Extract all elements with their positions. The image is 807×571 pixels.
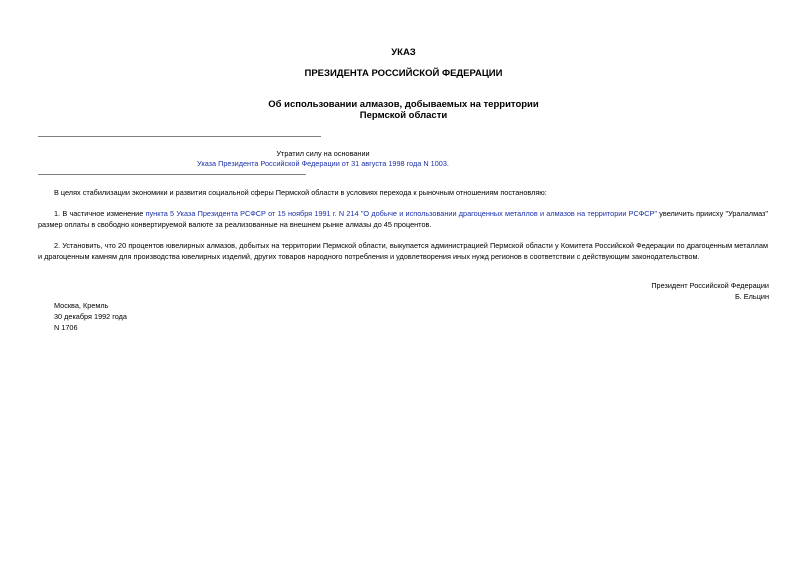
divider-bottom — [38, 174, 306, 175]
signing-place: Москва, Кремль — [54, 301, 109, 310]
decree-number: N 1706 — [54, 323, 78, 332]
doc-title-line2: Пермской области — [359, 110, 448, 121]
signing-date: 30 декабря 1992 года — [54, 312, 127, 321]
preamble-paragraph — [38, 187, 768, 198]
divider-top — [38, 136, 321, 137]
doc-type-heading: УКАЗ — [391, 47, 416, 58]
item-1-text-after: увеличить приисху "Уралалмаз" размер оплаты в свободно конвертируемой валюте за реализованные на внешнем рынке алмазы до 45 процентов. — [38, 209, 768, 229]
lost-force-text: Утратил силу на основании — [276, 149, 370, 158]
lost-force-notice — [38, 149, 608, 169]
issuer-heading: ПРЕЗИДЕНТА РОССИЙСКОЙ ФЕДЕРАЦИИ — [304, 68, 503, 79]
signer-name: Б. Ельцин — [734, 292, 769, 301]
signer-position: Президент Российской Федерации — [651, 281, 769, 290]
item-2-paragraph — [38, 240, 768, 262]
item-2-text: 2. Установить, что 20 процентов ювелирных алмазов, добытых на территории Пермской области, выкупается администрацией Пермской области у Комитета Российской Федерации по драгоценным металлам и драгоценным камням для производства ювелирных изделий, других товаров народного потребления и удовлетворения иных нужд регионов в соответствии с действующим законодательством. — [38, 241, 768, 261]
doc-title-line1: Об использовании алмазов, добываемых на территории — [268, 99, 539, 110]
preamble-text: В целях стабилизации экономики и развития социальной сферы Пермской области в условиях перехода к рыночным отношениям постановляю: — [54, 188, 547, 197]
item-1-text-before: 1. В частичное изменение — [54, 209, 146, 218]
item-1-paragraph — [38, 208, 768, 230]
item-1-decree-link[interactable]: пункта 5 Указа Президента РСФСР от 15 ноября 1991 г. N 214 "О добыче и использовании драгоценных металлов и алмазов на территории РСФСР" — [145, 209, 658, 218]
lost-force-link[interactable]: Указа Президента Российской Федерации от 31 августа 1998 года N 1003. — [197, 159, 449, 168]
